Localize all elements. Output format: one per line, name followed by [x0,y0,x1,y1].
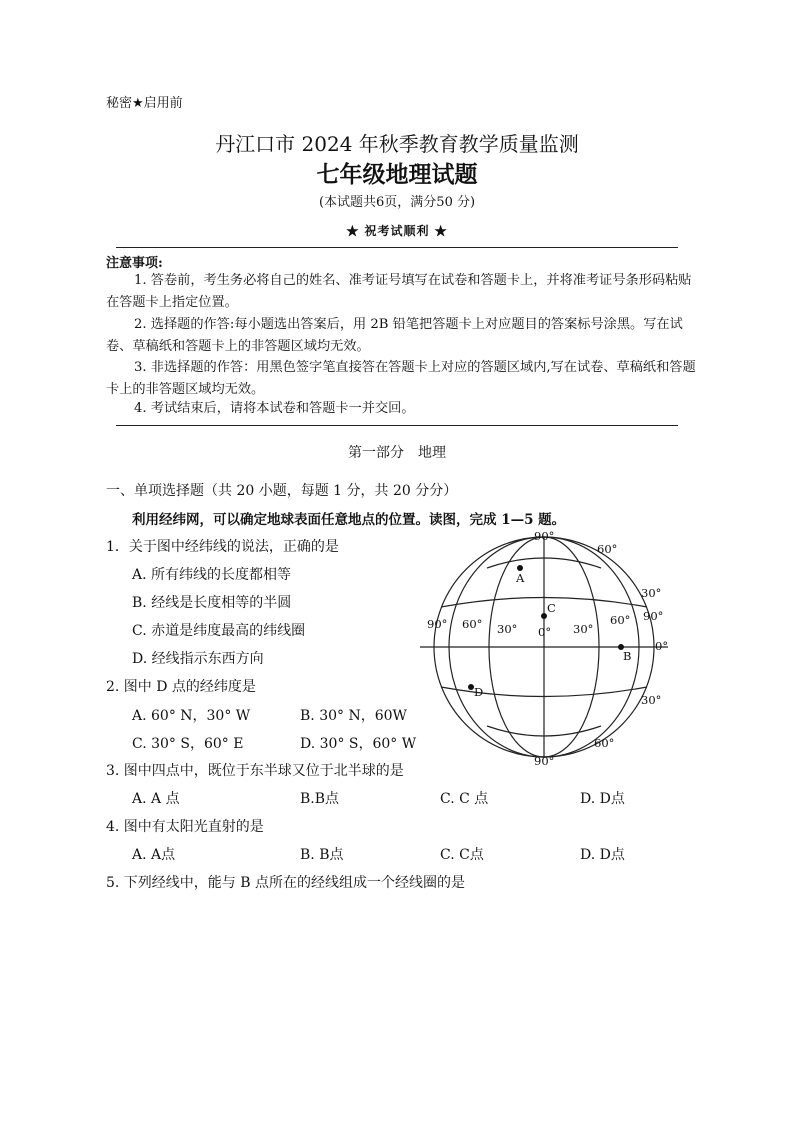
question-2-option-d: D. 30° S，60° W [300,736,417,752]
label-lower-right-60: 60° [594,736,615,750]
question-4-option-d: D. D点 [580,847,625,863]
notice-item-2: 2. 选择题的作答:每小题选出答案后，用 2B 铅笔把答题卡上对应题目的答案标号涂黑。写在试卷、草稿纸和答题卡上的非答题区域均无效。 [106,317,683,354]
question-1-option-c: C. 赤道是纬度最高的纬线圈 [132,623,306,639]
question-1-option-d: D. 经线指示东西方向 [132,651,264,667]
point-c-label: C [547,601,556,615]
question-3-stem: 3. 图中四点中，既位于东半球又位于北半球的是 [106,763,404,779]
section-title: 一、单项选择题（共 20 小题，每题 1 分，共 20 分分） [106,483,458,499]
exam-subject-title: 七年级地理试题 [316,161,478,188]
point-d-label: D [474,685,484,699]
label-equator-0: 0° [655,639,669,653]
label-meridian-right-60: 60° [610,613,631,627]
label-right-30-north: 30° [641,586,662,600]
confidential-label: 秘密★启用前 [106,96,183,111]
graticule-globe-diagram [420,528,682,768]
label-meridian-left-60: 60° [462,617,483,631]
question-2-option-c: C. 30° S，60° E [132,736,244,752]
label-right-30-south: 30° [641,693,662,707]
question-4-option-b: B. B点 [300,847,344,863]
question-lead: 利用经纬网，可以确定地球表面任意地点的位置。读图，完成 1—5 题。 [132,512,566,528]
point-a-label: A [516,571,525,585]
good-luck-banner: ★ 祝考试顺利 ★ [346,224,448,238]
label-meridian-right-30: 30° [573,622,594,636]
question-3-option-c: C. C 点 [440,791,489,807]
question-1-option-b: B. 经线是长度相等的半圆 [132,595,292,611]
question-3-option-b: B.B点 [300,791,340,807]
notice-item-1: 1. 答卷前，考生务必将自己的姓名、准考证号填写在试卷和答题卡上，并将准考证号条形码粘贴在答题卡上指定位置。 [106,273,692,310]
label-meridian-center-0: 0° [538,625,552,639]
label-top-90: 90° [534,529,555,543]
divider-bottom [116,425,678,426]
exam-score-info: (本试题共6页，满分50 分) [318,195,476,210]
question-2-stem: 2. 图中 D 点的经纬度是 [106,679,256,695]
question-3-option-a: A. A 点 [132,791,180,807]
notice-title: 注意事项: [106,256,163,271]
notice-item-3: 3. 非选择题的作答：用黑色签字笔直接答在答题卡上对应的答题区域内,写在试卷、草稿纸和答题卡上的非答题区域均无效。 [106,360,696,397]
question-2-option-a: A. 60° N，30° W [132,708,251,724]
label-meridian-left-30: 30° [497,622,518,636]
point-b-label: B [623,649,632,663]
question-4-option-a: A. A点 [132,847,176,863]
divider-top [116,247,678,248]
exam-title: 丹江口市 2024 年秋季教育教学质量监测 [215,132,579,156]
question-5-stem: 5. 下列经线中，能与 B 点所在的经线组成一个经线圈的是 [106,875,465,891]
label-upper-right-60: 60° [597,542,618,556]
question-3-option-d: D. D点 [580,791,625,807]
question-1-option-a: A. 所有纬线的长度都相等 [132,567,292,583]
question-2-option-b: B. 30° N，60W [300,708,407,724]
question-4-stem: 4. 图中有太阳光直射的是 [106,819,264,835]
question-4-option-c: C. C点 [440,847,484,863]
label-bottom-90: 90° [534,754,555,768]
notice-item-4: 4. 考试结束后，请将本试卷和答题卡一并交回。 [134,401,415,416]
label-right-90: 90° [643,609,664,623]
label-left-90: 90° [427,617,448,631]
question-1-stem: 1．关于图中经纬线的说法，正确的是 [106,539,339,555]
part-title: 第一部分 地理 [348,445,446,461]
